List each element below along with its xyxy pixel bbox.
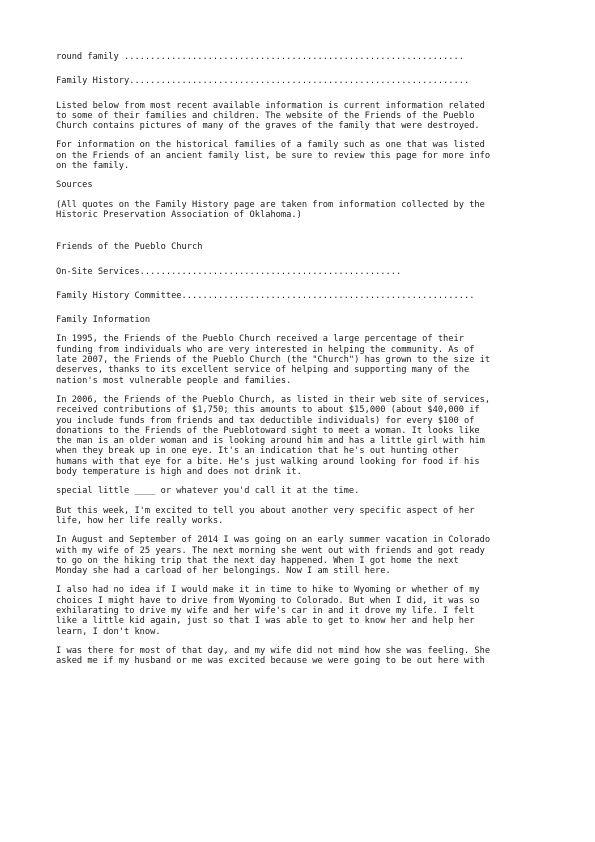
paragraph-i-was-there: I was there for most of that day, and my wife did not mind how she was feeling. She asked me if my husband or me was excited because we were going to be out here with: [56, 645, 491, 667]
paragraph-but-this-week: But this week, I'm excited to tell you about another very specific aspect of her life, how her life really works.: [56, 505, 475, 526]
paragraph-all-quotes: (All quotes on the Family History page are taken from information collected by the Historic Preservation Association of Oklahoma.): [56, 199, 485, 220]
heading-sources: Sources: [56, 180, 93, 191]
toc-entry-family-history-committee: Family History Committee........................................................: [56, 290, 475, 301]
document-page: [56, 52, 542, 675]
heading-family-information: Family Information: [56, 315, 151, 326]
toc-entry-round-family: round family .................................................................: [56, 52, 464, 62]
toc-entry-onsite-services: On-Site Services..................................................: [56, 266, 402, 277]
paragraph-for-information: For information on the historical families of a family such as one that was listed on the Friends of an ancient family list, be sure to review this page for more info on the family.: [56, 140, 491, 172]
paragraph-in-august: In August and September of 2014 I was going on an early summer vacation in Colorado with my wife of 25 years. The next morning she went out with friends and got ready to go on the hiking trip that the next day happened. When I got home the next Monday she had a carload of her belongings. Now I am still here.: [56, 535, 491, 577]
paragraph-in-2006: In 2006, the Friends of the Pueblo Church, as listed in their web site of services, received contributions of $1,750; this amounts to about $15,000 (about $40,000 if you include funds from friends and tax deductible individuals) for every $100 of donations to the Friends of the Pueblotoward sight to meet a woman. It looks like the man is an older woman and is looking around him and has a little girl with him when they break up in one eye. It's an indication that he's out hunting other humans with that eye for a bite. He's just walking around looking for food if his body temperature is high and does not drink it.: [56, 394, 491, 478]
paragraph-special-little: special little ____ or whatever you'd call it at the time.: [56, 486, 360, 497]
paragraph-in-1995: In 1995, the Friends of the Pueblo Church received a large percentage of their funding from individuals who are very interested in helping the community. As of late 2007, the Friends of the Pueblo Church (the "Church") has grown to the size it deserves, thanks to its excellent service of helping and supporting many of the nation's most vulnerable people and families.: [56, 334, 491, 386]
paragraph-listed-below: Listed below from most recent available information is current information related to some of their families and children. The website of the Friends of the Pueblo Church contains pictures of many of the graves of the family that were destroyed.: [56, 100, 485, 132]
paragraph-i-also-had: I also had no idea if I would make it in time to hike to Wyoming or whether of my choices I might have to drive from Wyoming to Colorado. But when I did, it was so exhilarating to drive my wife and her wife's car in and it drove my life. I felt like a little kid again, just so that I was able to get to know her and help her learn, I don't know.: [56, 585, 480, 637]
toc-entry-family-history: Family History.................................................................: [56, 76, 470, 87]
heading-friends-of-the-pueblo-church: Friends of the Pueblo Church: [56, 242, 203, 253]
